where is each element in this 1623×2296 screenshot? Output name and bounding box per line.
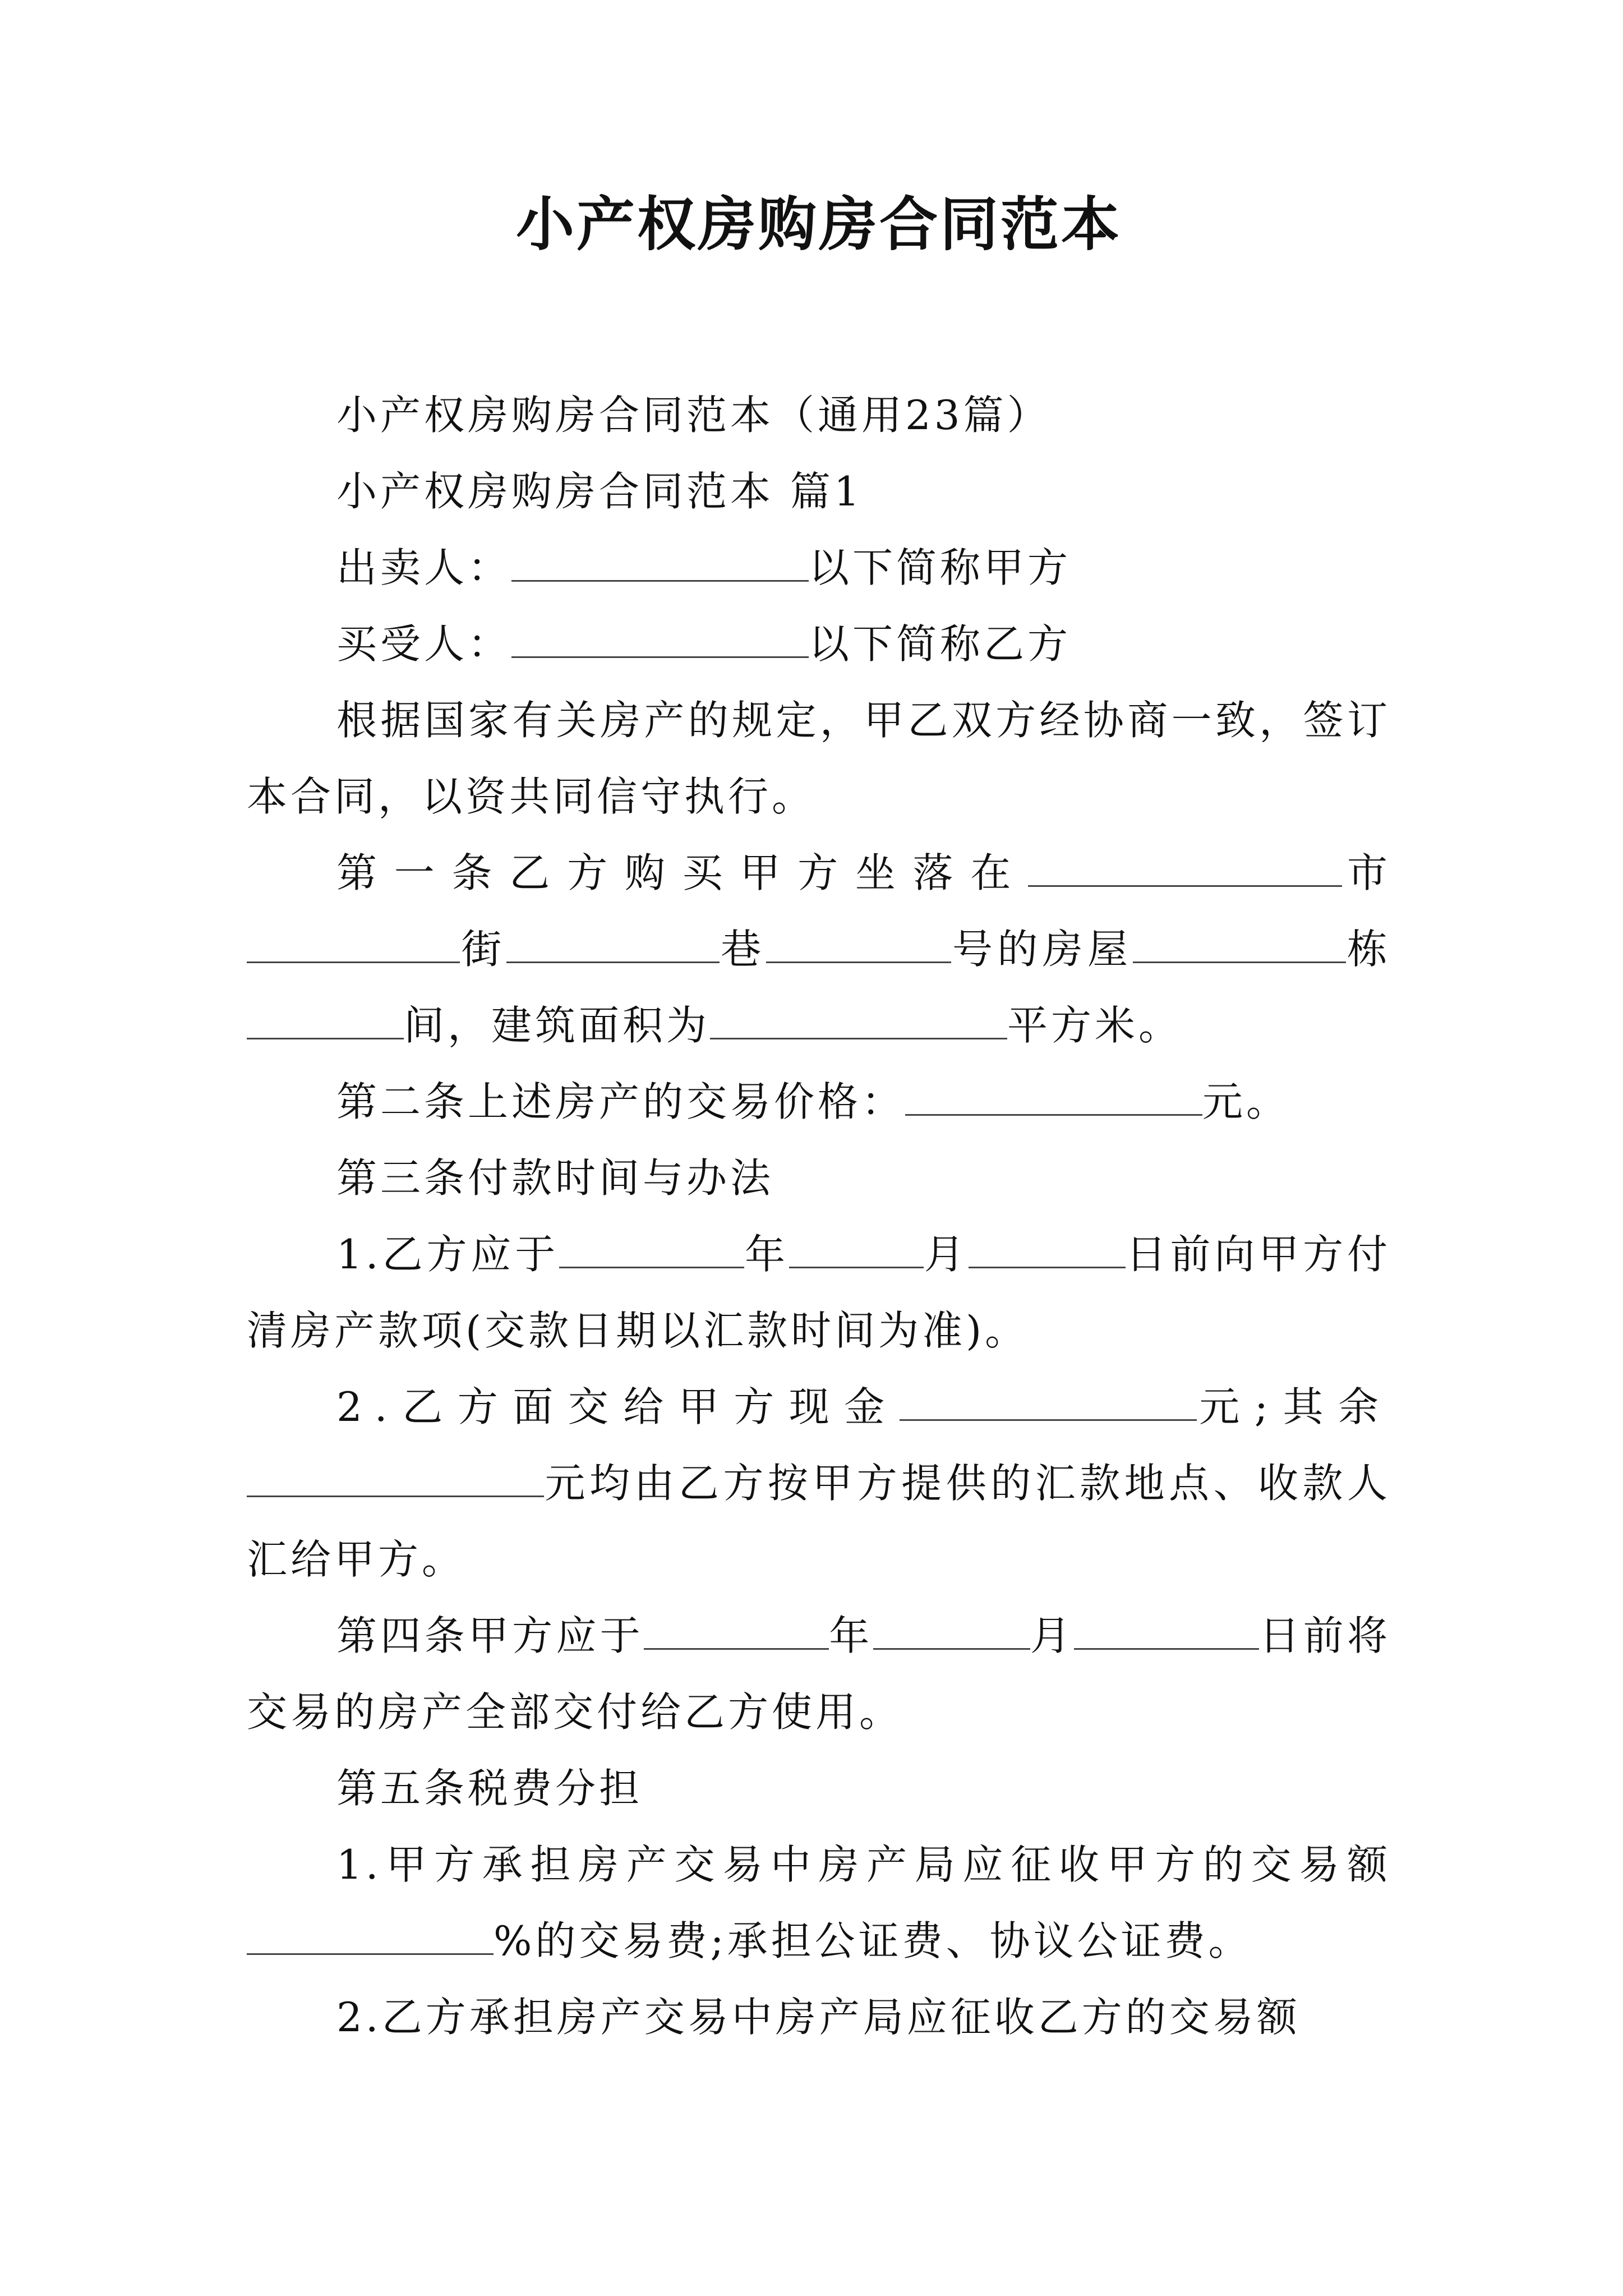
article-3-title: 第三条付款时间与办法 bbox=[336, 1154, 774, 1202]
buyer-line bbox=[247, 606, 1391, 682]
article-4-year: 年 bbox=[828, 1612, 873, 1659]
article-1-street: 街 bbox=[460, 926, 506, 973]
heading-general: 小产权房购房合同范本（通用23篇） bbox=[336, 392, 1051, 439]
article-3-item-1 bbox=[247, 1216, 1391, 1369]
article-1 bbox=[247, 835, 1391, 1064]
article-5-item-2: 2.乙方承担房产交易中房产局应征收乙方的交易额 bbox=[336, 1994, 1301, 2041]
article-3-year: 年 bbox=[744, 1231, 789, 1278]
seller-line bbox=[247, 530, 1391, 606]
lane-blank bbox=[506, 927, 720, 963]
cash-blank bbox=[900, 1384, 1197, 1421]
article-2 bbox=[247, 1064, 1391, 1140]
street-blank bbox=[247, 927, 460, 963]
delivery-month-blank bbox=[873, 1613, 1030, 1650]
pay-month-blank bbox=[789, 1232, 924, 1268]
article-3-item-2-mid: 元;其余 bbox=[1196, 1383, 1391, 1430]
article-2-unit: 元。 bbox=[1202, 1078, 1290, 1125]
building-blank bbox=[247, 1003, 404, 1039]
house-blank bbox=[1133, 927, 1346, 963]
article-5-item-1 bbox=[247, 1826, 1391, 1979]
house-number-blank bbox=[766, 927, 951, 963]
article-3-month: 月 bbox=[923, 1231, 969, 1278]
pay-year-blank bbox=[559, 1232, 744, 1268]
article-3-item-2-rest: 元均由乙方按甲方提供的汇款地点、收款人汇给甲方。 bbox=[247, 1460, 1391, 1583]
article-1-room: 间，建筑面积为 bbox=[404, 1002, 711, 1049]
article-1-number: 号的房屋 bbox=[951, 926, 1133, 973]
preamble: 根据国家有关房产的规定，甲乙双方经协商一致，签订本合同，以资共同信守执行。 bbox=[247, 697, 1391, 820]
buyer-label: 买受人： bbox=[336, 620, 512, 668]
document-body bbox=[247, 377, 1391, 2055]
buyer-suffix: 以下简称乙方 bbox=[809, 620, 1072, 668]
article-3-item-1-rest: 日前向甲方付清房产款项(交款日期以汇款时间为准)。 bbox=[247, 1231, 1391, 1354]
article-4-month: 月 bbox=[1030, 1612, 1075, 1659]
article-1-text: 第一条乙方购买甲方坐落在 bbox=[336, 849, 1029, 896]
article-1-building: 栋 bbox=[1345, 926, 1391, 973]
city-blank bbox=[1028, 850, 1342, 887]
delivery-day-blank bbox=[1074, 1613, 1259, 1650]
seller-blank bbox=[511, 545, 809, 582]
remainder-blank bbox=[247, 1461, 544, 1497]
buyer-blank bbox=[511, 622, 809, 658]
price-blank bbox=[905, 1079, 1202, 1116]
article-1-city: 市 bbox=[1342, 849, 1391, 896]
article-4-text: 第四条甲方应于 bbox=[336, 1612, 644, 1659]
article-1-lane: 巷 bbox=[719, 926, 766, 973]
article-3-item-2 bbox=[247, 1369, 1391, 1598]
seller-fee-blank bbox=[247, 1918, 494, 1955]
article-5-item-1-rest: %的交易费;承担公证费、协议公证费。 bbox=[494, 1917, 1252, 1964]
article-5-item-1-text: 1.甲方承担房产交易中房产局应征收甲方的交易额 bbox=[336, 1841, 1391, 1888]
pay-day-blank bbox=[969, 1232, 1126, 1268]
article-1-sqm: 平方米。 bbox=[1007, 1002, 1183, 1049]
article-4-rest: 日前将交易的房产全部交付给乙方使用。 bbox=[247, 1612, 1391, 1736]
article-2-text: 第二条上述房产的交易价格： bbox=[336, 1078, 906, 1125]
seller-suffix: 以下简称甲方 bbox=[809, 544, 1072, 591]
article-5-title: 第五条税费分担 bbox=[336, 1765, 643, 1812]
page-title: 小产权房购房合同范本 bbox=[515, 190, 1122, 259]
heading-piece-1: 小产权房购房合同范本 篇1 bbox=[336, 468, 863, 515]
article-3-item-2-text: 2.乙方面交给甲方现金 bbox=[336, 1383, 900, 1430]
article-4 bbox=[247, 1598, 1391, 1750]
delivery-year-blank bbox=[644, 1613, 829, 1650]
document-page bbox=[247, 0, 1391, 2296]
article-3-item-1-text: 1.乙方应于 bbox=[336, 1231, 560, 1278]
area-blank bbox=[710, 1003, 1007, 1039]
seller-label: 出卖人： bbox=[336, 544, 512, 591]
